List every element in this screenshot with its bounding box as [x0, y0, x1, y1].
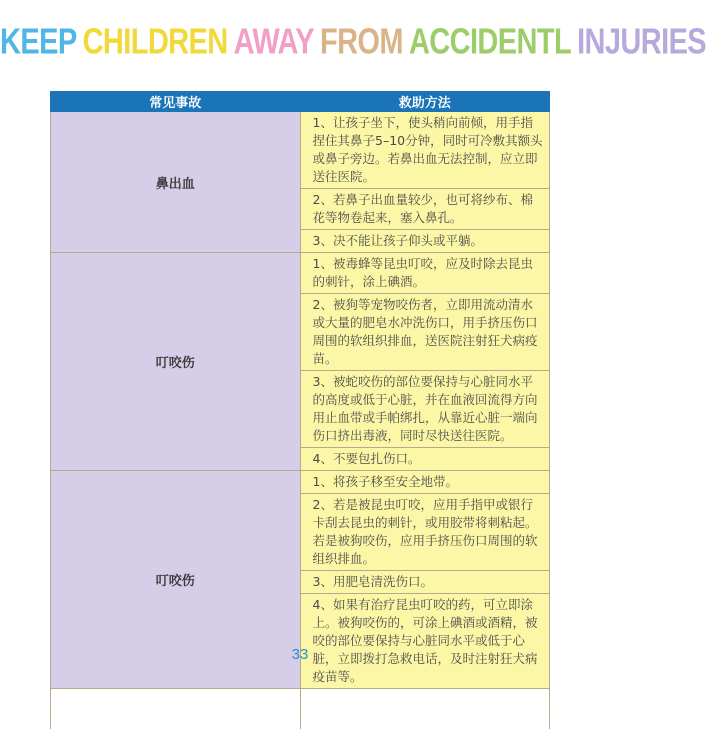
title-word: FROM [320, 22, 403, 62]
title-word: KEEP [0, 22, 77, 62]
header-method: 救助方法 [300, 92, 550, 112]
table-row [51, 112, 550, 189]
table-header-row [51, 92, 550, 112]
page-title [0, 22, 600, 63]
step-cell: 2、若是被昆虫叮咬，应用手指甲或银行卡刮去昆虫的刺针，或用胶带将刺粘起。若是被狗咬伤，应用手挤压伤口周围的软组织排血。 [300, 494, 550, 571]
title-word: AWAY [234, 22, 314, 62]
step-cell: 3、用肥皂清洗伤口。 [300, 571, 550, 594]
step-cell: 4、如果有治疗昆虫叮咬的药，可立即涂上。被狗咬伤的，可涂上碘酒或酒精，被咬的部位要保持与心脏同水平或低于心脏，立即拨打急救电话，及时注射狂犬病疫苗等。 [300, 594, 550, 689]
category-cell: 鼻出血 [51, 112, 301, 253]
step-cell: 3、决不能让孩子仰头或平躺。 [300, 230, 550, 253]
title-word: INJURIES [577, 22, 706, 62]
step-cell: 2、若鼻子出血量较少，也可将纱布、棉花等物卷起来，塞入鼻孔。 [300, 189, 550, 230]
step-cell: 4、不要包扎伤口。 [300, 448, 550, 471]
step-cell: 1、让孩子坐下，使头稍向前倾，用手指捏住其鼻子5–10分钟，同时可冷敷其额头或鼻子旁边。若鼻出血无法控制，应立即送往医院。 [300, 112, 550, 189]
title-word: CHILDREN [83, 22, 228, 62]
first-aid-table [50, 91, 550, 729]
step-cell: 1、被毒蜂等昆虫叮咬，应及时除去昆虫的刺针，涂上碘酒。 [300, 253, 550, 294]
title-word: ACCIDENTL [409, 22, 571, 62]
header-category: 常见事故 [51, 92, 301, 112]
table-row [51, 253, 550, 294]
step-cell: 2、被狗等宠物咬伤者，立即用流动清水或大量的肥皂水冲洗伤口，用手挤压伤口周围的软组织排血，送医院注射狂犬病疫苗。 [300, 294, 550, 371]
step-cell: 3、被蛇咬伤的部位要保持与心脏同水平的高度或低于心脏，并在血液回流得方向用止血带或手帕绑扎，从靠近心脏一端向伤口挤出毒液，同时尽快送往医院。 [300, 371, 550, 448]
page-number: 33 [0, 646, 600, 663]
category-cell: 叮咬伤 [51, 471, 301, 689]
table-row [51, 471, 550, 494]
step-cell: 1、将孩子移至安全地带。 [300, 471, 550, 494]
empty-row [51, 689, 550, 729]
category-cell: 叮咬伤 [51, 253, 301, 471]
